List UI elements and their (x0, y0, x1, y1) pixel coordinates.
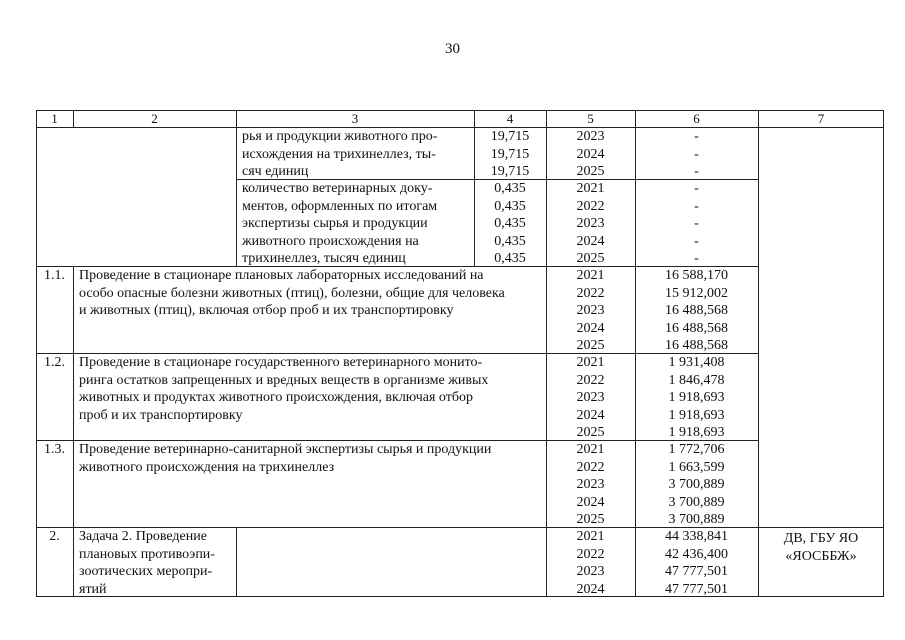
header-col-3: 3 (351, 111, 359, 126)
indicator-2-amount: - (694, 251, 699, 266)
indicator-1-year: 2024 (576, 146, 605, 162)
indicator-2-value: 0,435 (494, 216, 526, 231)
row-1-2-year: 2021 (576, 355, 605, 370)
row-1-2-amount: 1 931,408 (668, 355, 725, 370)
indicator-2-line: количество ветеринарных доку- (242, 181, 433, 196)
indicator-1-year: 2023 (576, 129, 605, 144)
indicator-2-amount: - (694, 198, 699, 214)
row-1-1-year: 2025 (576, 338, 605, 353)
row-1-2-amount: 1 918,693 (668, 425, 725, 440)
row-1-2-amount: 1 918,693 (668, 390, 725, 405)
row-2-amount: 47 777,501 (665, 581, 728, 597)
row-2-amount: 47 777,501 (665, 564, 728, 579)
row-1-2-line: проб и их транспортировку (79, 407, 243, 423)
header-col-7: 7 (817, 111, 825, 126)
indicator-1-amount: - (694, 146, 699, 162)
row-2-executor: «ЯОСББЖ» (785, 548, 857, 564)
indicator-2-year: 2023 (576, 216, 605, 231)
row-2-line: зоотических меропри- (79, 564, 213, 579)
header-col-4: 4 (506, 111, 514, 126)
row-1-2-line: Проведение в стационаре государственного ветеринарного монито- (79, 355, 483, 370)
indicator-1-value: 19,715 (490, 146, 530, 162)
row-1-1-year: 2024 (576, 320, 605, 336)
indicator-2-line: экспертизы сырья и продукции (242, 216, 428, 231)
row-1-2-year: 2022 (576, 372, 605, 388)
header-col-5: 5 (587, 111, 594, 126)
indicator-1-year: 2025 (576, 164, 605, 179)
header-col-6: 6 (693, 111, 700, 126)
indicator-2-year: 2024 (576, 233, 605, 249)
indicator-2-amount: - (694, 216, 699, 231)
row-2-executor: ДВ, ГБУ ЯО (783, 531, 859, 546)
row-1-1-amount: 16 488,568 (665, 338, 728, 353)
row-2-year: 2022 (576, 546, 605, 562)
row-1-3-year: 2025 (576, 512, 605, 527)
row-1-3-year: 2021 (576, 442, 605, 457)
indicator-1-line: сяч единиц (242, 164, 309, 179)
row-1-3-amount: 3 700,889 (668, 477, 725, 492)
row-1-1-amount: 16 488,568 (665, 303, 728, 318)
row-1-3-amount: 1 663,599 (668, 459, 725, 475)
indicator-1-line: рья и продукции животного про- (242, 129, 438, 144)
row-1-3-number: 1.3. (44, 442, 65, 457)
row-1-1-number: 1.1. (44, 268, 65, 283)
row-1-3-line: животного происхождения на трихинеллез (79, 459, 335, 475)
row-1-3-year: 2022 (576, 459, 605, 475)
indicator-2-value: 0,435 (494, 198, 526, 214)
header-col-2: 2 (151, 111, 158, 126)
indicator-1-line: исхождения на трихинеллез, ты- (242, 146, 436, 162)
indicator-2-value: 0,435 (494, 181, 526, 196)
row-1-2-line: ринга остатков запрещенных и вредных веществ в организме живых (79, 372, 489, 388)
header-col-1: 1 (51, 111, 58, 126)
indicator-1-amount: - (694, 164, 699, 179)
row-1-2-year: 2025 (576, 425, 605, 440)
indicator-2-year: 2025 (576, 251, 605, 266)
indicator-2-year: 2021 (576, 181, 605, 196)
row-2-amount: 42 436,400 (665, 546, 728, 562)
row-1-2-year: 2024 (576, 407, 605, 423)
indicator-2-line: трихинеллез, тысяч единиц (242, 251, 406, 266)
row-1-2-year: 2023 (576, 390, 605, 405)
row-1-2-number: 1.2. (44, 355, 65, 370)
indicator-2-line: животного происхождения на (242, 233, 419, 249)
row-1-1-amount: 15 912,002 (665, 285, 728, 301)
row-1-2-amount: 1 918,693 (668, 407, 725, 423)
indicator-2-amount: - (694, 233, 699, 249)
row-1-1-amount: 16 588,170 (665, 268, 728, 283)
page-number: 30 (445, 41, 460, 57)
row-1-2-amount: 1 846,478 (668, 372, 725, 388)
row-2-amount: 44 338,841 (665, 529, 728, 544)
row-2-year: 2023 (576, 564, 605, 579)
indicator-2-value: 0,435 (494, 251, 526, 266)
row-1-1-year: 2023 (576, 303, 605, 318)
row-1-2-line: животных и продуктах животного происхождения, включая отбор (79, 390, 473, 405)
indicator-2-line: ментов, оформленных по итогам (242, 198, 438, 214)
indicator-1-value: 19,715 (490, 164, 530, 179)
row-2-year: 2024 (576, 581, 605, 597)
row-1-1-year: 2022 (576, 285, 605, 301)
row-2-line: плановых противоэпи- (79, 546, 215, 562)
row-2-year: 2021 (576, 529, 605, 544)
row-1-1-line: Проведение в стационаре плановых лабораторных исследований на (79, 268, 484, 283)
row-1-3-amount: 1 772,706 (668, 442, 725, 457)
row-1-3-year: 2024 (576, 494, 605, 510)
indicator-2-amount: - (694, 181, 699, 196)
indicator-1-amount: - (694, 129, 699, 144)
row-1-3-line: Проведение ветеринарно-санитарной экспертизы сырья и продукции (79, 442, 492, 457)
row-1-3-amount: 3 700,889 (668, 512, 725, 527)
indicator-1-value: 19,715 (490, 129, 530, 144)
row-2-line: Задача 2. Проведение (79, 529, 207, 544)
row-2-number: 2. (49, 529, 60, 544)
row-1-3-amount: 3 700,889 (668, 494, 725, 510)
row-1-1-year: 2021 (576, 268, 605, 283)
row-1-1-amount: 16 488,568 (665, 320, 728, 336)
indicator-2-year: 2022 (576, 198, 605, 214)
row-2-line: ятий (79, 581, 107, 597)
indicator-2-value: 0,435 (494, 233, 526, 249)
row-1-1-line: и животных (птиц), включая отбор проб и их транспортировку (79, 303, 454, 318)
row-1-3-year: 2023 (576, 477, 605, 492)
row-1-1-line: особо опасные болезни животных (птиц), болезни, общие для человека (79, 285, 505, 301)
